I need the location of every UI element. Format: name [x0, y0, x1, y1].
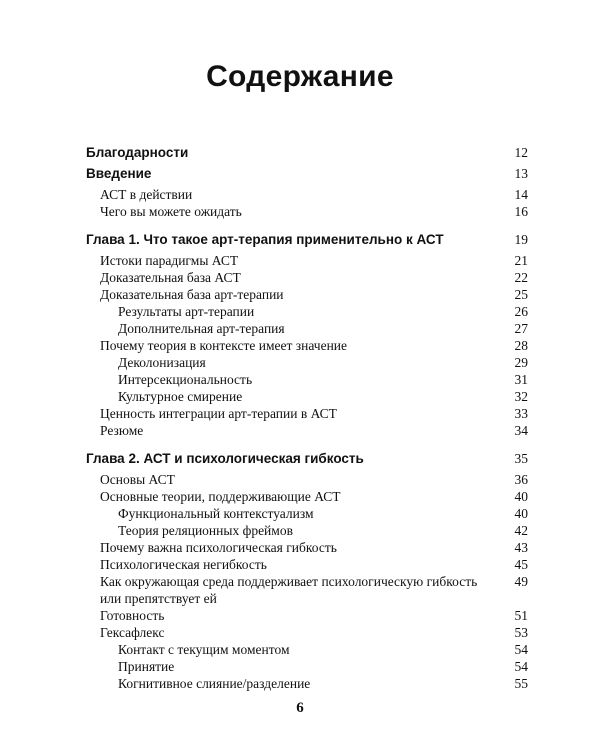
- toc-entry[interactable]: [86, 165, 528, 182]
- toc-entry-title: Психологическая негибкость: [100, 557, 267, 572]
- toc-entry-title: Интерсекциональность: [118, 372, 253, 387]
- toc-entry-page: 35: [514, 451, 528, 466]
- toc-entry-title: Как окружающая среда поддерживает психологическую гибкость или препятствует ей: [100, 574, 478, 606]
- toc-entry[interactable]: [86, 488, 528, 505]
- toc-entry[interactable]: [86, 371, 528, 388]
- toc-entry[interactable]: [86, 231, 528, 248]
- toc-entry-page: 12: [514, 145, 528, 160]
- toc-entry-title: Теория реляционных фреймов: [118, 523, 293, 538]
- toc-entry-title: Готовность: [100, 608, 165, 623]
- toc-entry-title: Основные теории, поддерживающие АСТ: [100, 489, 341, 504]
- toc-entry[interactable]: [86, 252, 528, 269]
- toc-entry[interactable]: [86, 450, 528, 467]
- toc-entry[interactable]: [86, 471, 528, 488]
- toc-entry-title: Гексафлекс: [100, 625, 165, 640]
- toc-entry-page: 29: [514, 355, 528, 370]
- table-of-contents: [86, 144, 528, 692]
- toc-entry-title: Введение: [86, 166, 152, 181]
- toc-entry[interactable]: [86, 641, 528, 658]
- toc-entry[interactable]: [86, 505, 528, 522]
- toc-entry-page: 21: [514, 253, 528, 268]
- toc-entry[interactable]: [86, 303, 528, 320]
- toc-entry[interactable]: [86, 658, 528, 675]
- toc-entry-page: 55: [514, 676, 528, 691]
- toc-entry-page: 13: [514, 166, 528, 181]
- toc-entry-page: 51: [514, 608, 528, 623]
- toc-entry-page: 49: [514, 574, 528, 589]
- toc-entry-title: АСТ в действии: [100, 187, 193, 202]
- toc-entry[interactable]: [86, 337, 528, 354]
- toc-entry-page: 19: [514, 232, 528, 247]
- toc-entry-title: Чего вы можете ожидать: [100, 204, 242, 219]
- toc-entry-title: Ценность интеграции арт-терапии в АСТ: [100, 406, 337, 421]
- toc-entry[interactable]: [86, 422, 528, 439]
- toc-entry-page: 45: [514, 557, 528, 572]
- toc-entry-page: 31: [514, 372, 528, 387]
- toc-entry-page: 34: [514, 423, 528, 438]
- toc-entry[interactable]: [86, 624, 528, 641]
- toc-entry[interactable]: [86, 522, 528, 539]
- toc-entry-title: Дополнительная арт-терапия: [118, 321, 285, 336]
- toc-entry-title: Почему теория в контексте имеет значение: [100, 338, 348, 353]
- toc-entry[interactable]: [86, 675, 528, 692]
- page-title: Содержание: [206, 60, 394, 93]
- toc-entry[interactable]: [86, 539, 528, 556]
- toc-entry-page: 26: [514, 304, 528, 319]
- toc-entry[interactable]: [86, 186, 528, 203]
- toc-entry-title: Почему важна психологическая гибкость: [100, 540, 337, 555]
- toc-entry-title: Глава 1. Что такое арт-терапия применительно к АСТ: [86, 232, 444, 247]
- toc-entry-title: Когнитивное слияние/разделение: [118, 676, 311, 691]
- toc-entry[interactable]: [86, 144, 528, 161]
- toc-entry-page: 54: [514, 659, 528, 674]
- toc-entry-title: Доказательная база АСТ: [100, 270, 241, 285]
- toc-entry-title: Резюме: [100, 423, 144, 438]
- toc-entry-page: 36: [514, 472, 528, 487]
- toc-entry-page: 28: [514, 338, 528, 353]
- toc-entry-title: Деколонизация: [118, 355, 206, 370]
- toc-entry-title: Культурное смирение: [118, 389, 243, 404]
- toc-entry-page: 54: [514, 642, 528, 657]
- toc-entry-page: 40: [514, 506, 528, 521]
- toc-entry[interactable]: [86, 354, 528, 371]
- toc-entry-page: 33: [514, 406, 528, 421]
- toc-entry[interactable]: [86, 573, 528, 607]
- toc-entry-page: 22: [514, 270, 528, 285]
- toc-entry-title: Основы АСТ: [100, 472, 175, 487]
- toc-entry-title: Результаты арт-терапии: [118, 304, 255, 319]
- toc-entry-title: Доказательная база арт-терапии: [100, 287, 284, 302]
- toc-entry-page: 43: [514, 540, 528, 555]
- toc-entry-page: 32: [514, 389, 528, 404]
- toc-entry-page: 40: [514, 489, 528, 504]
- toc-entry-page: 27: [514, 321, 528, 336]
- toc-entry[interactable]: [86, 320, 528, 337]
- toc-entry-title: Принятие: [118, 659, 175, 674]
- page-number: 6: [296, 700, 304, 716]
- toc-entry[interactable]: [86, 556, 528, 573]
- toc-entry-title: Истоки парадигмы АСТ: [100, 253, 239, 268]
- toc-entry-page: 42: [514, 523, 528, 538]
- toc-entry[interactable]: [86, 388, 528, 405]
- toc-entry-title: Глава 2. АСТ и психологическая гибкость: [86, 451, 364, 466]
- toc-entry-page: 14: [514, 187, 528, 202]
- toc-entry-page: 25: [514, 287, 528, 302]
- toc-entry[interactable]: [86, 607, 528, 624]
- toc-entry[interactable]: [86, 269, 528, 286]
- toc-entry[interactable]: [86, 286, 528, 303]
- toc-entry-title: Функциональный контекстуализм: [118, 506, 314, 521]
- toc-entry-page: 53: [514, 625, 528, 640]
- toc-entry[interactable]: [86, 405, 528, 422]
- toc-entry[interactable]: [86, 203, 528, 220]
- toc-entry-title: Контакт с текущим моментом: [118, 642, 290, 657]
- toc-entry-page: 16: [514, 204, 528, 219]
- toc-entry-title: Благодарности: [86, 145, 189, 160]
